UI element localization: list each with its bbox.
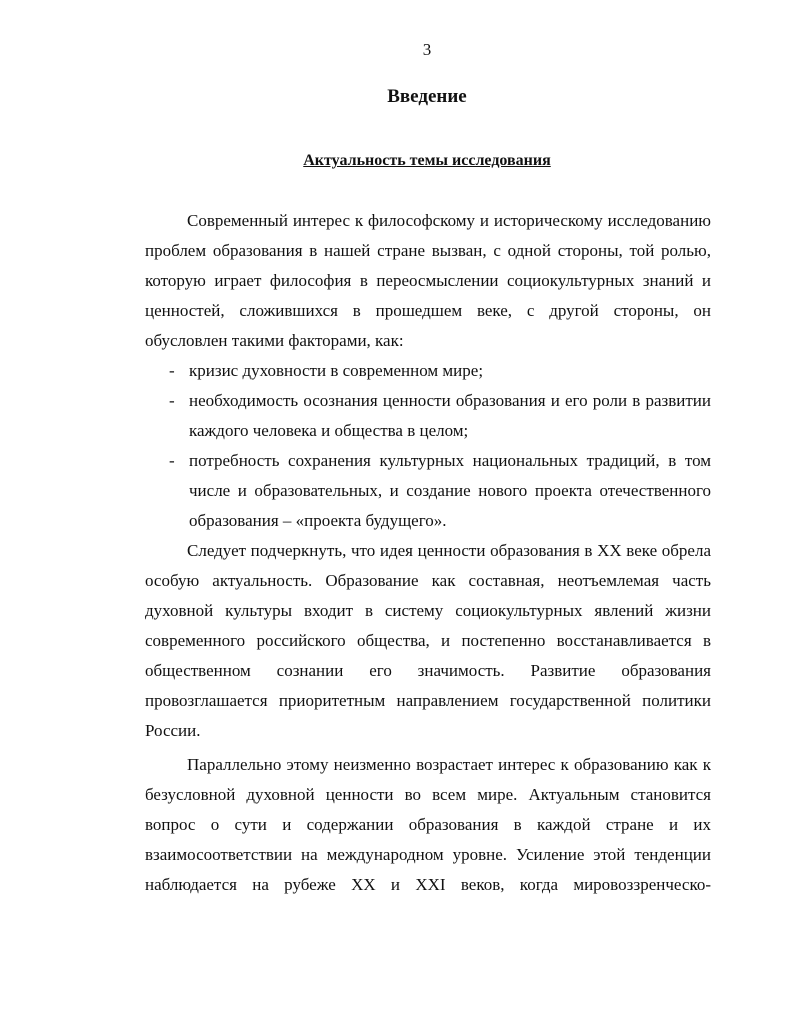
paragraph-2: Следует подчеркнуть, что идея ценности образования в XX веке обрела особую актуальность. Образование как составная, неотъемлемая часть духовной культуры входит в систему социокультурных явлений жизни современного российского общества, и постепенно восстанавливается в общественном сознании его значимость. Развитие образования провозглашается приоритетным направлением государственной политики России.: [145, 541, 711, 740]
list-item: [145, 356, 711, 386]
list-item-text: кризис духовности в современном мире;: [189, 361, 484, 380]
list-item: [145, 446, 711, 536]
page-title: Введение: [387, 86, 467, 107]
section-heading: Актуальность темы исследования: [303, 152, 551, 169]
paragraph-3: Параллельно этому неизменно возрастает интерес к образованию как к безусловной духовной ценности во всем мире. Актуальным становится вопрос о сути и содержании образования в каждой стране и их взаимосоответствии на международном уровне. Усиление этой тенденции наблюдается на рубеже XX и XXI веков, когда мировоззренческо-: [145, 755, 711, 894]
page-number: 3: [422, 40, 432, 59]
list-item-text: необходимость осознания ценности образования и его роли в развитии каждого человека и общества в целом;: [189, 391, 711, 440]
list-item-text: потребность сохранения культурных национальных традиций, в том числе и образовательных, и создание нового проекта отечественного образования – «проекта будущего».: [189, 451, 711, 530]
list-dash: -: [169, 391, 175, 410]
factor-list: [145, 356, 711, 536]
list-item: [145, 386, 711, 446]
list-dash: -: [169, 451, 175, 470]
paragraph-1: Современный интерес к философскому и историческому исследованию проблем образования в нашей стране вызван, с одной стороны, той ролью, которую играет философия в переосмыслении социокультурных знаний и ценностей, сложившихся в прошедшем веке, с другой стороны, он обусловлен такими факторами, как:: [145, 211, 711, 350]
list-dash: -: [169, 361, 175, 380]
body-text: [145, 206, 711, 900]
